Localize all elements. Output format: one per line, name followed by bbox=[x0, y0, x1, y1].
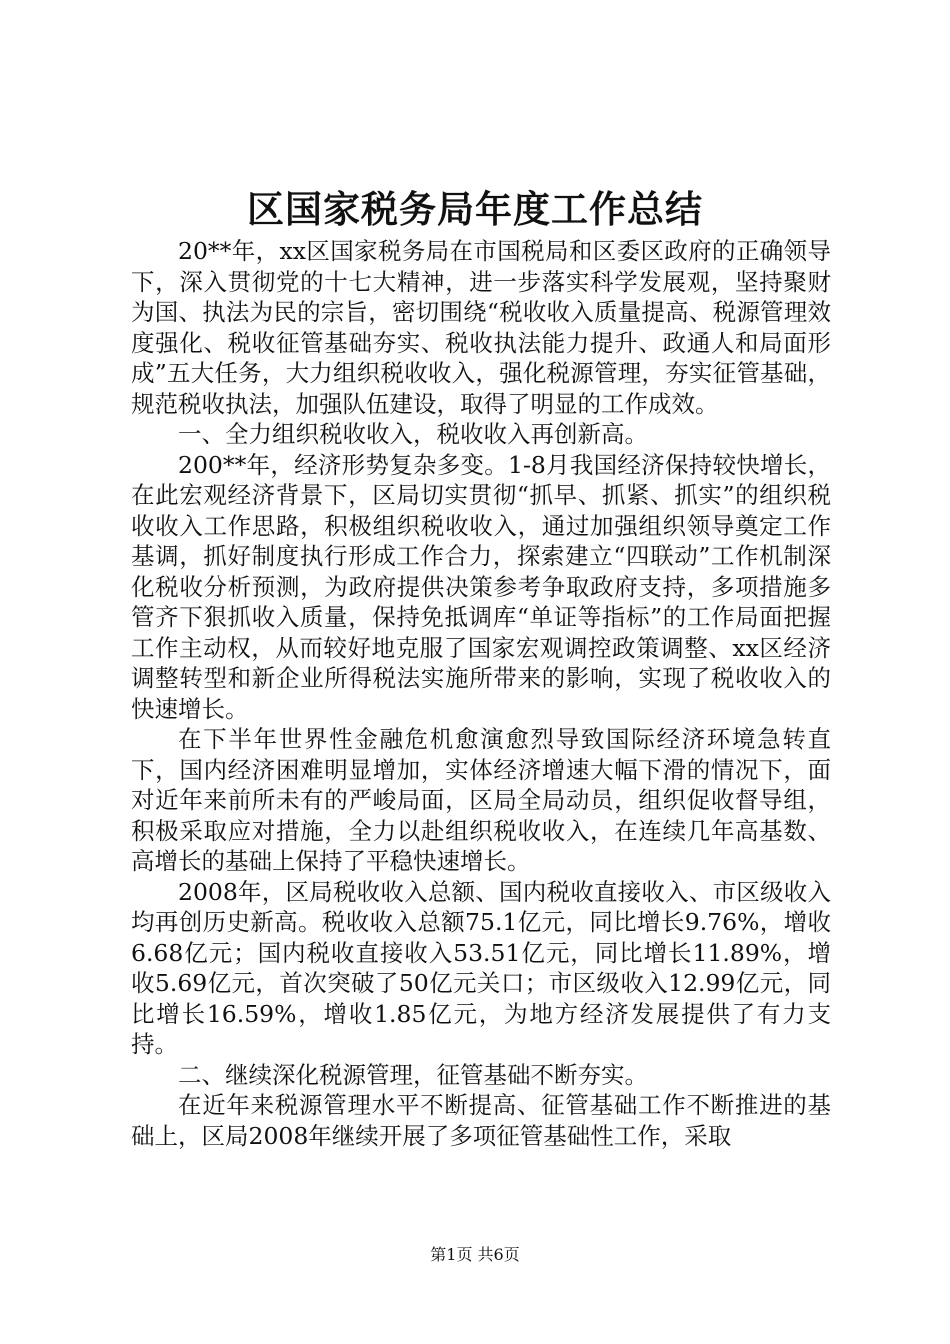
paragraph-intro: 20**年，xx区国家税务局在市国税局和区委区政府的正确领导下，深入贯彻党的十七大精神，进一步落实科学发展观，坚持聚财为国、执法为民的宗旨，密切围绕“税收收入质量提高、税源管理效度强化、税收征管基础夯实、税收执法能力提升、政通人和局面形成”五大任务，大力组织税收收入，强化税源管理，夯实征管基础，规范税收执法，加强队伍建设，取得了明显的工作成效。 bbox=[131, 237, 831, 418]
paragraph-tax-source: 在近年来税源管理水平不断提高、征管基础工作不断推进的基础上，区局2008年继续开展了多项征管基础性工作，采取 bbox=[131, 1091, 831, 1150]
page-number-footer: 第1页 共6页 bbox=[430, 1245, 520, 1264]
document-body bbox=[131, 236, 831, 1151]
paragraph-economy: 200**年，经济形势复杂多变。1-8月我国经济保持较快增长，在此宏观经济背景下，区局切实贯彻“抓早、抓紧、抓实”的组织税收收入工作思路，积极组织税收收入，通过加强组织领导奠定工作基调，抓好制度执行形成工作合力，探索建立“四联动”工作机制深化税收分析预测，为政府提供决策参考争取政府支持，多项措施多管齐下狠抓收入质量，保持免抵调库“单证等指标”的工作局面把握工作主动权，从而较好地克服了国家宏观调控政策调整、xx区经济调整转型和新企业所得税法实施所带来的影响，实现了税收收入的快速增长。 bbox=[131, 450, 831, 723]
section-heading-2: 二、继续深化税源管理，征管基础不断夯实。 bbox=[178, 1060, 648, 1089]
paragraph-revenue-figures: 2008年，区局税收收入总额、国内税收直接收入、市区级收入均再创历史新高。税收收入总额75.1亿元，同比增长9.76%，增收6.68亿元；国内税收直接收入53.51亿元，同比增长11.89%，增收5.69亿元，首次突破了50亿元关口；市区级收入12.99亿元，同比增长16.59%，增收1.85亿元，为地方经济发展提供了有力支持。 bbox=[131, 877, 831, 1058]
section-heading-1: 一、全力组织税收收入，税收收入再创新高。 bbox=[178, 420, 648, 448]
document-title: 区国家税务局年度工作总结 bbox=[247, 187, 703, 231]
paragraph-crisis: 在下半年世界性金融危机愈演愈烈导致国际经济环境急转直下，国内经济困难明显增加，实体经济增速大幅下滑的情况下，面对近年来前所未有的严峻局面，区局全局动员，组织促收督导组，积极采取应对措施，全力以赴组织税收收入，在连续几年高基数、高增长的基础上保持了平稳快速增长。 bbox=[131, 725, 831, 875]
